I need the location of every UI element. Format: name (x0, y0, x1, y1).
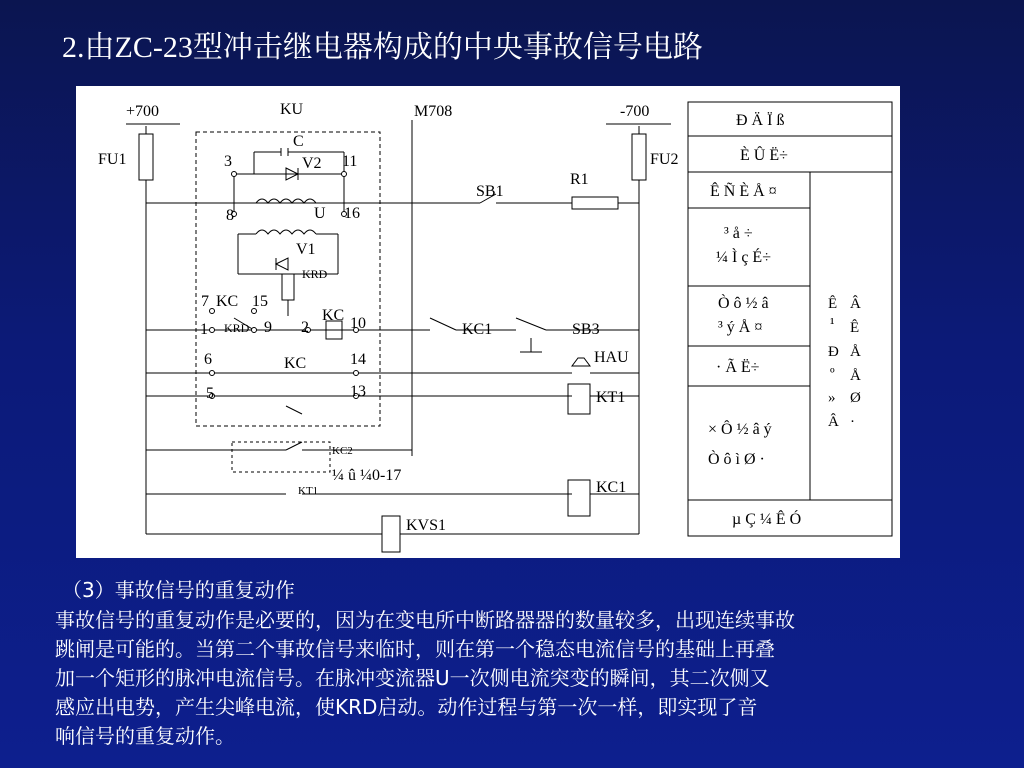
label-c: C (293, 133, 304, 150)
side-char: » (828, 390, 836, 406)
paragraph-line: 加一个矩形的脉冲电流信号。在脉冲变流器U一次侧电流突变的瞬间，其二次侧又 (55, 666, 770, 690)
table-row: Ò ô ì Ø · (708, 451, 765, 468)
label-n15: 15 (252, 293, 268, 310)
paragraph-line: 事故信号的重复动作是必要的，因为在变电所中断路器器的数量较多，出现连续事故 (55, 608, 795, 632)
side-char: Ê (828, 296, 838, 312)
label-n16: 16 (344, 205, 360, 222)
label-minus700: -700 (620, 103, 650, 120)
table-row: ¼ Ì ç É÷ (716, 249, 771, 266)
legend-side-column (828, 295, 861, 430)
label-n3: 3 (224, 153, 232, 170)
label-kc2: KC2 (332, 445, 353, 457)
paragraph-line: 响信号的重复动作。 (55, 724, 235, 748)
explanation-paragraph (55, 606, 980, 751)
table-row: Ê Ñ È Å ¤ (710, 183, 777, 200)
label-krd: KRD (302, 267, 328, 281)
label-ref: ¼ û ¼0-17 (332, 467, 402, 484)
side-char: ¹ (830, 316, 835, 332)
paragraph-line: 跳闸是可能的。当第二个事故信号来临时，则在第一个稳态电流信号的基础上再叠 (55, 637, 775, 661)
side-char: · (850, 414, 855, 430)
label-plus700: +700 (126, 103, 160, 120)
label-fu1: FU1 (98, 151, 127, 168)
legend-table-text (708, 111, 801, 528)
side-char: Â (828, 414, 839, 430)
table-row: ³ ý Å ¤ (718, 319, 763, 336)
label-kc-coil: KC (322, 307, 345, 324)
table-row: ³ å ÷ (724, 225, 753, 242)
label-fu2: FU2 (650, 151, 679, 168)
label-kvs1: KVS1 (406, 517, 447, 534)
label-n5: 5 (206, 385, 214, 402)
label-kt1-contact: KT1 (298, 485, 319, 497)
diagram-labels (98, 101, 678, 534)
side-char: Ø (850, 390, 861, 406)
label-sb1: SB1 (476, 183, 504, 200)
side-char: Å (850, 344, 861, 360)
label-kc-top: KC (216, 293, 239, 310)
table-row: Ð Ä Ï ß (736, 112, 785, 129)
label-n8: 8 (226, 207, 234, 224)
table-row: · Ã Ë÷ (716, 359, 760, 376)
side-char: Â (850, 296, 861, 312)
label-n7: 7 (201, 293, 209, 310)
label-v2: V2 (302, 155, 322, 172)
label-kt1: KT1 (596, 389, 626, 406)
side-char: Å (850, 368, 861, 384)
label-n6: 6 (204, 351, 212, 368)
table-row: µ Ç ¼ Ê Ó (732, 511, 802, 528)
table-row: Ò ô ½ â (718, 295, 769, 312)
table-row: × Ô ½ â ý (708, 421, 772, 438)
label-n10: 10 (350, 315, 366, 332)
label-krd2: KRD (224, 321, 250, 335)
circuit-diagram (76, 86, 900, 558)
table-row: È Û Ë÷ (740, 147, 788, 164)
circuit-diagram-panel (76, 86, 900, 558)
label-n1: 1 (200, 321, 208, 338)
label-kc1-contact: KC1 (462, 321, 493, 338)
label-n2: 2 (301, 319, 309, 336)
slide-title: 2.由ZC-23型冲击继电器构成的中央事故信号电路 (62, 31, 703, 64)
paragraph-line: 感应出电势，产生尖峰电流，使KRD启动。动作过程与第一次一样，即实现了音 (55, 695, 758, 719)
label-kc-contact: KC (284, 355, 307, 372)
side-char: º (830, 366, 835, 382)
label-sb3: SB3 (572, 321, 600, 338)
section-subheading: （3）事故信号的重复动作 (62, 578, 295, 602)
label-ku: KU (280, 101, 304, 118)
label-m708: M708 (414, 103, 453, 120)
label-r1: R1 (570, 171, 589, 188)
label-n11: 11 (342, 153, 358, 170)
label-u: U (314, 205, 326, 222)
label-kc1-coil: KC1 (596, 479, 627, 496)
label-n14: 14 (350, 351, 366, 368)
label-n13: 13 (350, 383, 366, 400)
label-v1: V1 (296, 241, 316, 258)
side-char: Ð (828, 344, 839, 360)
label-hau: HAU (594, 349, 629, 366)
side-char: Ê (850, 320, 860, 336)
label-n9: 9 (264, 319, 272, 336)
